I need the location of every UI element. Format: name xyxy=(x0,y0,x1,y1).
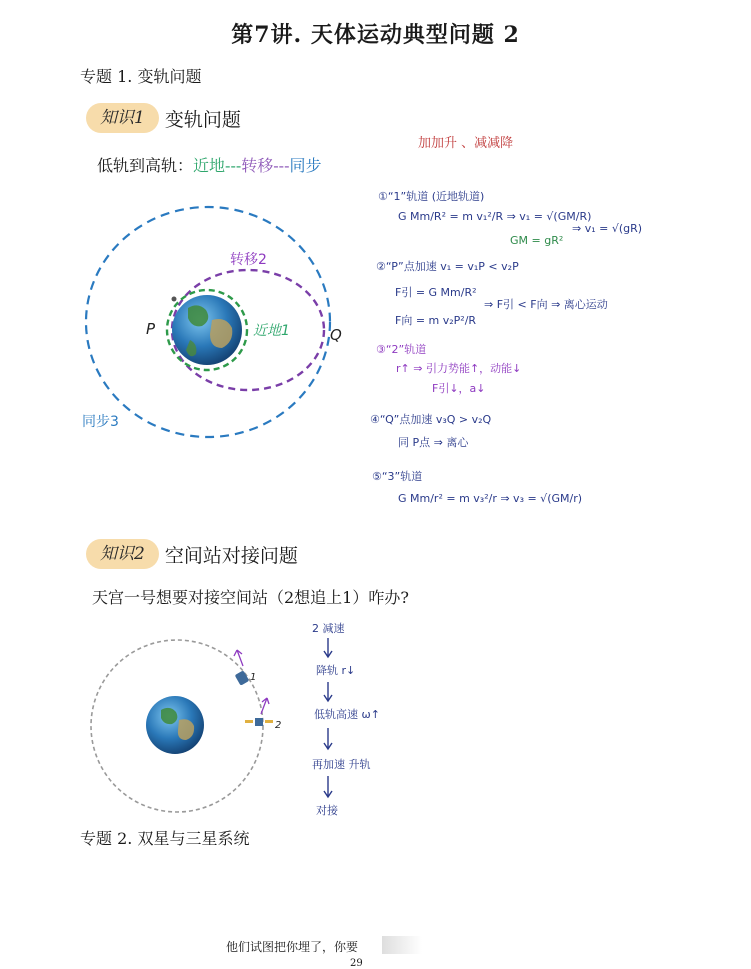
orbit-transfer-diagram xyxy=(70,200,360,460)
dock-arrow-4 xyxy=(322,774,334,800)
docking-question: 天宫一号想要对接空间站（2想追上1）咋办? xyxy=(92,588,409,607)
note-q-same-as-p: 同 P点 ⇒ 离心 xyxy=(398,436,469,449)
dock-step-4: 再加速 升轨 xyxy=(312,758,371,771)
docking-diagram xyxy=(85,630,295,830)
knowledge-2-tag: 知识2 xyxy=(86,539,159,569)
note-centripetal-force: F向 = m v₂P²/R xyxy=(395,314,477,327)
note-orbit-2-accel: F引↓，a↓ xyxy=(432,382,486,395)
orbit-sep-1: --- xyxy=(225,156,242,175)
page-title: 第7讲. 天体运动典型问题 2 xyxy=(231,22,520,48)
dock-step-2: 降轨 r↓ xyxy=(316,664,356,677)
earth-icon xyxy=(172,295,242,365)
knowledge-2-title: 空间站对接问题 xyxy=(164,544,298,567)
station-2-label: 2 xyxy=(275,720,282,731)
space-station-1-icon xyxy=(235,670,250,685)
footer-fade xyxy=(382,936,422,954)
station-1-label: 1 xyxy=(250,672,257,683)
orbit-sequence-line xyxy=(97,153,322,176)
dock-arrow-3 xyxy=(322,726,334,752)
note-orbit-3: ⑤“3”轨道 xyxy=(372,470,423,483)
tiangong-2-icon xyxy=(245,718,273,726)
satellite-p-icon xyxy=(172,297,177,302)
knowledge-1-title: 变轨问题 xyxy=(164,108,241,131)
dock-arrow-1 xyxy=(322,636,334,660)
point-q-label: Q xyxy=(330,326,342,344)
note-orbit-1: ①“1”轨道 (近地轨道) xyxy=(378,190,485,203)
dock-step-5: 对接 xyxy=(316,804,338,817)
footer-quote: 他们试图把你埋了，你要 xyxy=(226,940,359,954)
orbit-transfer-text: 转移 xyxy=(241,156,274,175)
note-centrifugal-result: ⇒ F引 < F向 ⇒ 离心运动 xyxy=(484,298,608,311)
note-orbit-3-equation: G Mm/r² = m v₃²/r ⇒ v₃ = √(GM/r) xyxy=(398,492,583,505)
note-q-accelerate: ④“Q”点加速 v₃Q > v₂Q xyxy=(370,413,492,426)
transfer-orbit-label: 转移2 xyxy=(230,252,267,268)
near-orbit-label: 近地1 xyxy=(253,323,290,339)
knowledge-1-tag: 知识1 xyxy=(86,103,159,133)
orbit-near-text: 近地 xyxy=(193,156,226,175)
dock-step-3: 低轨高速 ω↑ xyxy=(314,708,380,721)
earth-icon xyxy=(146,696,204,754)
sync-orbit-label: 同步3 xyxy=(82,414,119,430)
note-orbit-1-result: ⇒ v₁ = √(gR) xyxy=(572,222,643,235)
note-gravity-force: F引 = G Mm/R² xyxy=(395,286,477,299)
knowledge-2-header xyxy=(86,539,298,569)
knowledge-1-header xyxy=(86,103,241,133)
note-p-accelerate: ②“P”点加速 v₁ = v₁P < v₂P xyxy=(376,260,519,273)
dock-step-1: 2 减速 xyxy=(312,622,345,635)
topic-1-heading: 专题 1. 变轨问题 xyxy=(80,67,202,86)
dock-arrow-2 xyxy=(322,680,334,704)
orbit-sep-2: --- xyxy=(273,156,290,175)
note-orbit-2-energy: r↑ ⇒ 引力势能↑，动能↓ xyxy=(396,362,522,375)
point-p-label: P xyxy=(146,320,156,338)
note-accelerate-rise: 加加升 、减减降 xyxy=(418,136,514,151)
orbit-sequence-prefix: 低轨到高轨： xyxy=(97,156,194,175)
note-gm-gr2: GM = gR² xyxy=(510,234,564,247)
orbit-sync-text: 同步 xyxy=(289,156,322,175)
topic-2-heading: 专题 2. 双星与三星系统 xyxy=(80,829,250,848)
page-number: 29 xyxy=(350,958,363,969)
note-orbit-2: ③“2”轨道 xyxy=(376,343,427,356)
note-orbit-1-equation: G Mm/R² = m v₁²/R ⇒ v₁ = √(GM/R) xyxy=(398,210,592,223)
